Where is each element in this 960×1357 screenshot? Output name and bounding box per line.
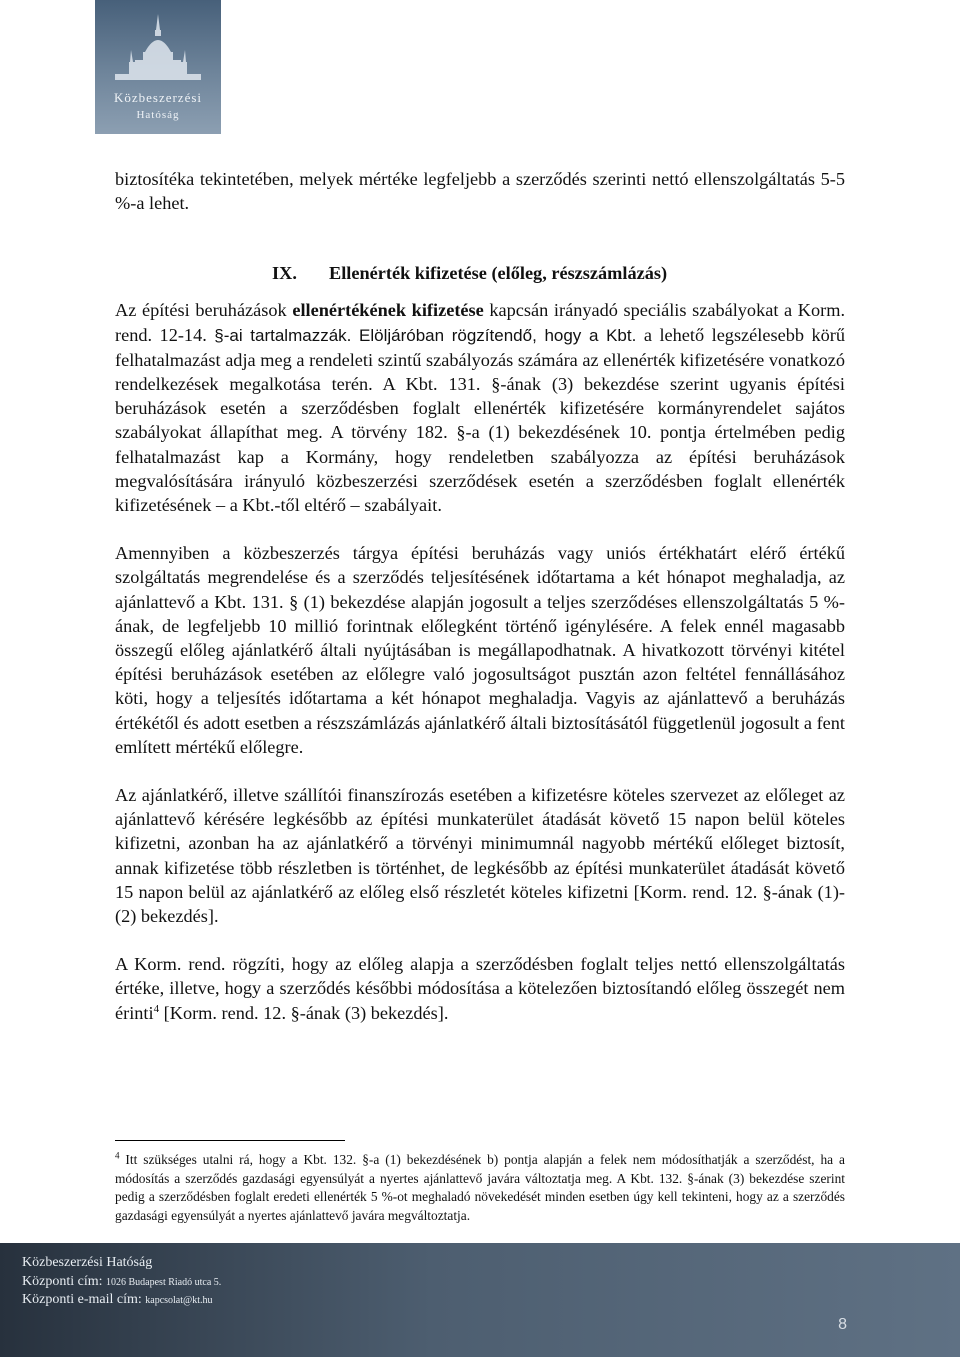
logo-text-line1: Közbeszerzési (113, 90, 203, 105)
document-body (115, 167, 845, 1025)
footnote-mark: 4 (115, 1150, 120, 1161)
page-number: 8 (838, 1316, 847, 1333)
paragraph-1: Az építési beruházások ellenértékének kifizetése kapcsán irányadó speciális szabályokat a Korm. rend. 12-14. §-ai tartalmazzák. Elöljáróban rögzítendő, hogy a Kbt. a lehető legszélesebb körű felhatalmazást adja meg a rendeleti szintű szabályozás számára az ellenérték kifizetésére vonatkozó rendelkezések megalkotása terén. A Kbt. 131. §-ának (3) bekezdése szerint ugyanis építési beruházások esetén a szerződésben foglalt ellenérték kifizetésére kormányrendelet sajátos szabályokat állapíthat meg. A törvény 182. §-a (1) bekezdésének 10. pontja értelmében pedig felhatalmazást kap a Kormány, hogy rendeletben szabályozza az építési beruházások megvalósítására irányuló közbeszerzési szerződések esetén a szerződésben foglalt ellenérték kifizetésének – a Kbt.-től eltérő – szabályait. (115, 300, 846, 516)
authority-logo (95, 0, 221, 134)
logo-text-line2: Hatóság (136, 109, 180, 121)
footer-email: Központi e-mail cím: kapcsolat@kt.hu (22, 1292, 213, 1307)
page-footer (0, 1243, 960, 1357)
paragraph-4: A Korm. rend. rögzíti, hogy az előleg alapja a szerződésben foglalt teljes nettó ellenszolgáltatás értéke, illetve, hogy a szerződés későbbi módosítása a kötelezően biztosítandó előleg összegét nem érinti$^4$ [Korm. rend. 12. §-ának (3) bekezdés]. (115, 954, 845, 1023)
footnote (115, 1151, 845, 1225)
section-title: Ellenérték kifizetése (előleg, részszámlázás) (329, 263, 668, 284)
paragraph-3: Az ajánlatkérő, illetve szállítói finanszírozás esetében a kifizetésre köteles szervezet az előleget az ajánlattevő kérésére legkésőbb az építési munkaterület átadását követő 15 napon belül köteles kifizetni, azonban ha az ajánlatkérő a törvényi minimumnál nagyobb mértékű előleget biztosít, annak kifizetése több részletben is történhet, de legkésőbb az építési munkaterület átadását követő 15 napon belül az ajánlatkérő az előleg első részletét köteles kifizetni [Korm. rend. 12. §-ának (1)-(2) bekezdés]. (115, 785, 845, 927)
section-heading (115, 261, 845, 285)
footer-organization: Közbeszerzési Hatóság (22, 1255, 153, 1270)
footer-address: Központi cím: 1026 Budapest Riadó utca 5. (22, 1274, 222, 1289)
paragraph-2: Amennyiben a közbeszerzés tárgya építési beruházás vagy uniós értékhatárt elérő értékű szolgáltatás megrendelése és a szerződés teljesítésének időtartama a két hónapot meghaladja, az ajánlattevő a Kbt. 131. § (1) bekezdése alapján jogosult a teljes szerződéses ellenszolgáltatás 5 %-ának, de legfeljebb 10 millió forintnak előlegként történő igénylésére. A felek ennél magasabb összegű előleg ajánlatkérő általi nyújtásában is megállapodhatnak. A hivatkozott törvényi kitétel építési beruházások esetében az előlegre való jogosultságot pusztán azon feltétel fennállásához köti, hogy a teljesítés időtartama a két hónapot meghaladja. Vagyis az ajánlattevő a beruházás értékétől és adott esetben a részszámlázás ajánlatkérő általi biztosításától függetlenül jogosult a fent említett mértékű előlegre. (115, 543, 845, 757)
footnote-divider (115, 1140, 345, 1141)
footnote-text: Itt szükséges utalni rá, hogy a Kbt. 132. §-a (1) bekezdésének b) pontja alapján a felek nem módosíthatják a szerződést, ha a módosítás a szerződés gazdasági egyensúlyát a nyertes ajánlattevő javára változtatja meg. A Kbt. 132. §-ának (3) bekezdése szerint pedig a szerződésben foglalt eredeti ellenérték 5 %-ot meghaladó növekedését minden esetben úgy kell tekinteni, hogy az a szerződés gazdasági egyensúlyát a nyertes ajánlattevő javára megváltoztatja. (115, 1152, 845, 1223)
email-link[interactable]: kapcsolat@kt.hu (145, 1295, 213, 1306)
parliament-dome-icon (95, 0, 221, 90)
section-number: IX. (272, 263, 297, 284)
footnote-reference: 4 (153, 1002, 160, 1015)
intro-paragraph: biztosítéka tekintetében, melyek mértéke legfeljebb a szerződés szerinti nettó ellenszolgáltatás 5-5 %-a lehet. (115, 169, 845, 214)
